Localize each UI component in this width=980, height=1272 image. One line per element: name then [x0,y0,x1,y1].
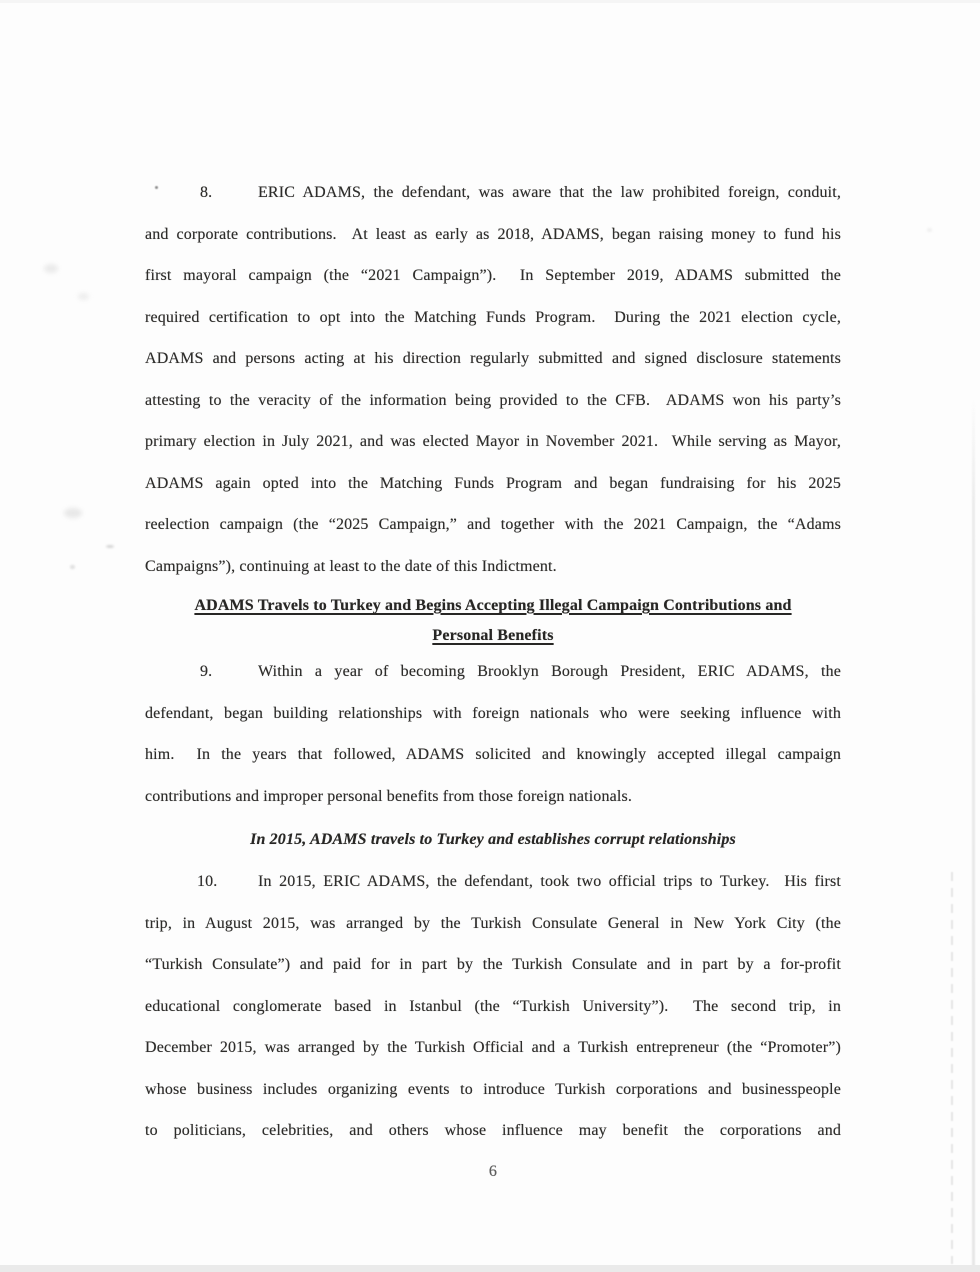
paragraph-9-line: defendant, began building relationships with foreign nationals who were seeking influence with [145,704,841,722]
paragraph-9 [145,651,841,817]
paragraph-8-line: Campaigns”), continuing at least to the date of this Indictment. [145,557,557,575]
paragraph-9-line [145,651,841,693]
paragraph-8-line: required certification to opt into the Matching Funds Program. During the 2021 election cycle, [145,308,841,326]
scan-smudge [70,565,75,569]
paragraph-8-line: and corporate contributions. At least as early as 2018, ADAMS, began raising money to fund his [145,225,841,243]
paragraph-10-line: “Turkish Consulate”) and paid for in part by the Turkish Consulate and in part by a for-profit [145,956,841,973]
section-heading-line-1: ADAMS Travels to Turkey and Begins Accepting Illegal Campaign Contributions and [194,597,792,614]
paragraph-10-line: whose business includes organizing events to introduce Turkish corporations and businesspeople [145,1080,841,1098]
document-body [145,172,841,1184]
paragraph-10-line: educational conglomerate based in Istanbul (the “Turkish University”). The second trip, in [145,997,841,1015]
paragraph-8-line [145,172,841,214]
scan-edge-bottom [0,1265,980,1272]
paragraph-8-line: ADAMS and persons acting at his direction regularly submitted and signed disclosure statements [145,350,841,367]
scan-edge-top [0,0,980,3]
paragraph-text: In 2015, ERIC ADAMS, the defendant, took two official trips to Turkey. His first [258,873,841,890]
paragraph-number: 9. [200,663,213,680]
paragraph-9-line: contributions and improper personal benefits from those foreign nationals. [145,787,632,805]
scan-smudge [64,508,82,518]
scan-smudge [78,293,89,300]
paragraph-10-line: trip, in August 2015, was arranged by the Turkish Consulate General in New York City (the [145,914,841,932]
section-heading [145,591,841,651]
scan-smudge [927,228,932,232]
paragraph-number: 10. [197,873,218,890]
paragraph-10-line [145,861,841,903]
paragraph-8-line: first mayoral campaign (the “2021 Campaign”). In September 2019, ADAMS submitted the [145,267,841,284]
paragraph-8-line: attesting to the veracity of the information being provided to the CFB. ADAMS won his party’s [145,391,841,409]
page-number: 6 [488,1162,498,1180]
scan-smudge [106,545,114,548]
paragraph-text: Within a year of becoming Brooklyn Borough President, ERIC ADAMS, the [258,663,841,680]
paragraph-8-line: reelection campaign (the “2025 Campaign,” and together with the 2021 Campaign, the “Adams [145,516,841,533]
scan-smudge [44,264,58,273]
paragraph-text: ERIC ADAMS, the defendant, was aware that the law prohibited foreign, conduit, [258,184,841,201]
paragraph-number: 8. [200,184,213,201]
paragraph-8-line: ADAMS again opted into the Matching Funds Program and began fundraising for his 2025 [145,474,841,492]
paragraph-10 [145,861,841,1152]
section-heading-line-2: Personal Benefits [432,627,554,644]
paragraph-10-line: to politicians, celebrities, and others whose influence may benefit the corporations and [145,1122,841,1139]
paragraph-9-line: him. In the years that followed, ADAMS solicited and knowingly accepted illegal campaign [145,746,841,763]
paragraph-8 [145,172,841,587]
paragraph-10-line: December 2015, was arranged by the Turkish Official and a Turkish entrepreneur (the “Promoter”) [145,1039,841,1056]
scan-line-artifact [951,872,953,1264]
subsection-heading: In 2015, ADAMS travels to Turkey and establishes corrupt relationships [250,831,736,848]
scan-line-artifact [972,398,975,1272]
paragraph-8-line: primary election in July 2021, and was elected Mayor in November 2021. While serving as Mayor, [145,433,841,450]
